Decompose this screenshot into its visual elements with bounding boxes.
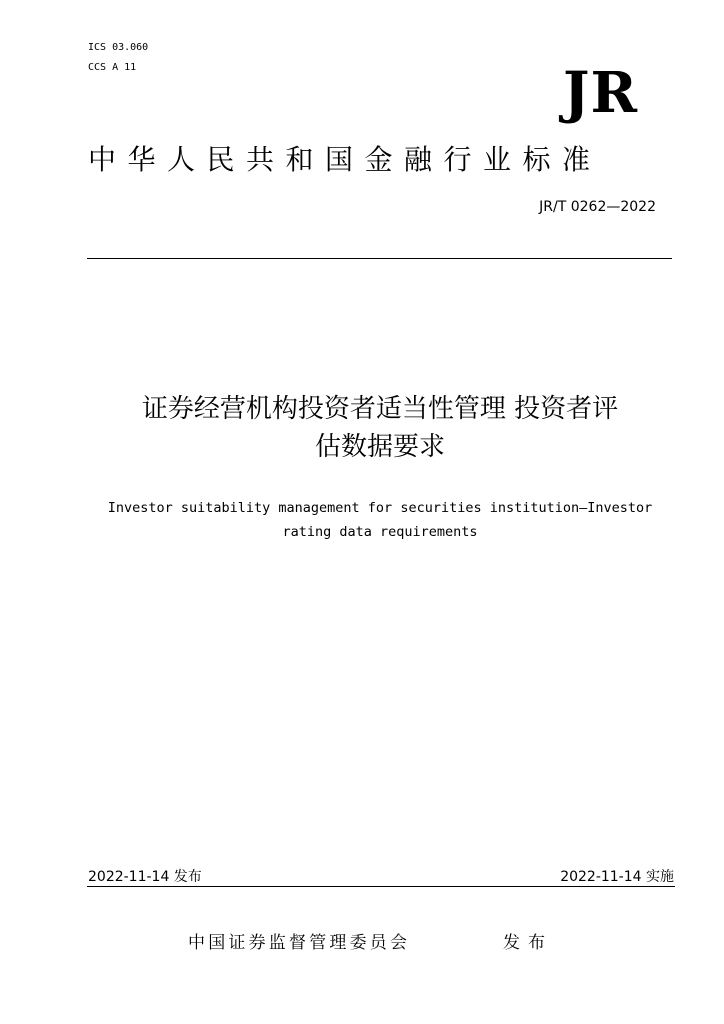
jr-logo: JR <box>562 60 638 126</box>
standard-number: JR/T 0262—2022 <box>539 199 656 215</box>
english-title-line-2: rating data requirements <box>282 524 478 540</box>
ics-code: ICS 03.060 <box>88 42 149 53</box>
standard-category-heading: 中华人民共和国金融行业标准 <box>88 143 602 176</box>
publish-action: 发布 <box>503 933 553 953</box>
implementation-date: 2022-11-14 实施 <box>560 869 674 885</box>
classification-codes <box>88 38 148 78</box>
ccs-code: CCS A 11 <box>88 62 137 73</box>
header-divider <box>87 258 672 259</box>
english-title-line-1: Investor suitability management for securities institution—Investor <box>107 500 653 516</box>
release-date: 2022-11-14 发布 <box>88 869 202 885</box>
chinese-title-line-1: 证券经营机构投资者适当性管理 投资者评 <box>141 394 619 424</box>
english-title <box>70 496 690 544</box>
chinese-title-line-2: 估数据要求 <box>314 432 445 462</box>
footer-divider <box>87 886 675 887</box>
publisher-name: 中国证券监督管理委员会 <box>188 933 411 953</box>
chinese-title <box>80 390 680 466</box>
